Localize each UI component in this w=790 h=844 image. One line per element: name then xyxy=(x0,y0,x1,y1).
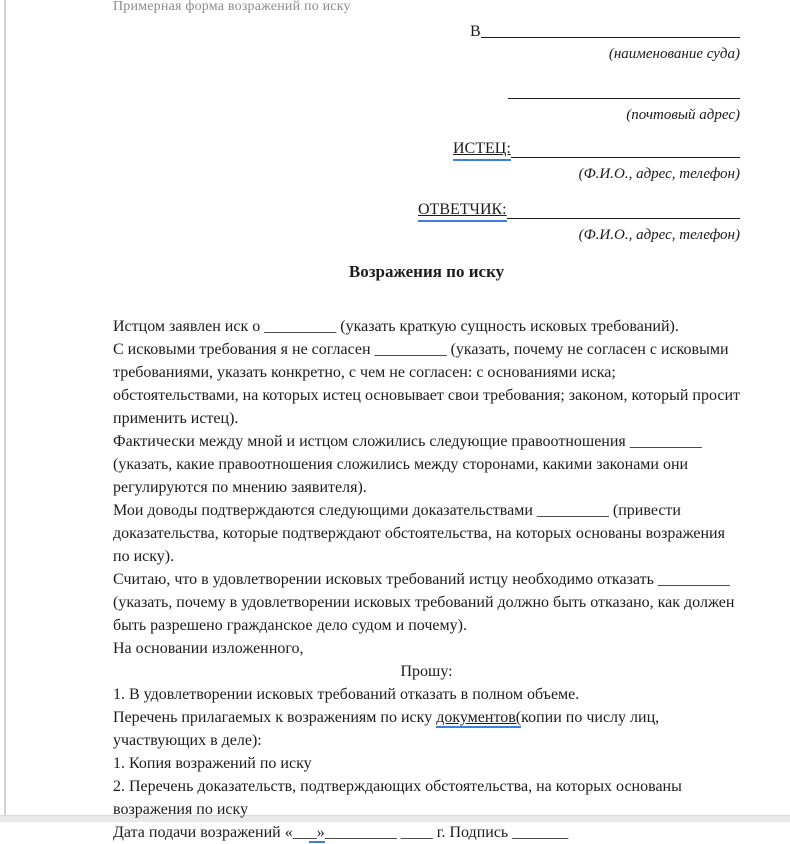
postal-address-blank-line xyxy=(508,98,740,99)
court-name-row xyxy=(470,19,740,41)
body-paragraph xyxy=(113,430,740,499)
defendant-label: ОТВЕТЧИК: xyxy=(418,200,507,222)
text-run: Мои доводы подтверждаются следующими доказательствами _________ (привести доказательства, которые подтверждают обстоятельства, на которых основаны возражения по иску). xyxy=(113,502,725,565)
text-run: _________ ____ г. Подпись _______ xyxy=(324,824,569,841)
postal-address-row xyxy=(508,80,740,102)
text-run: С исковыми требования я не согласен _________ (указать, почему не согласен с исковыми требованиями, указать конкретно, с чем не согласен: с основаниями иска; обстоятельствами, на которых истец основывает свои требования; законом, который просит применить истец). xyxy=(113,341,740,427)
defendant-caption: (Ф.И.О., адрес, телефон) xyxy=(578,227,740,243)
body-paragraph xyxy=(113,568,740,637)
body-paragraph xyxy=(113,683,740,706)
text-run: Дата подачи возражений «__ xyxy=(113,824,309,841)
court-prefix-label: В xyxy=(470,23,481,40)
body-paragraph xyxy=(113,499,740,568)
plaintiff-blank-line xyxy=(511,157,740,158)
court-header-block xyxy=(400,19,740,246)
court-name-blank-line xyxy=(481,37,740,38)
text-run: Перечень прилагаемых к возражениям по иску xyxy=(113,709,437,726)
underlined-text-run: документов( xyxy=(436,709,522,726)
body-paragraph xyxy=(113,338,740,430)
body-paragraph xyxy=(113,315,740,338)
court-name-caption: (наименование суда) xyxy=(608,46,740,62)
underlined-text-run: _» xyxy=(308,824,325,841)
defendant-blank-line xyxy=(507,218,740,219)
form-caption: Примерная форма возражений по иску xyxy=(113,0,351,14)
plaintiff-label: ИСТЕЦ: xyxy=(453,139,511,161)
body-paragraph xyxy=(113,706,740,752)
body-paragraph xyxy=(113,752,740,775)
body-paragraph xyxy=(113,660,740,683)
text-run: Фактически между мной и истцом сложились следующие правоотношения _________ (указать, какие правоотношения сложились между сторонами, какими законами они регулируются по мнению заявителя). xyxy=(113,433,702,496)
text-run: 2. Перечень доказательств, подтверждающих обстоятельства, на которых основаны возражения по иску xyxy=(113,778,682,818)
text-run: копии по числу лиц, участвующих в деле): xyxy=(113,709,660,749)
plaintiff-caption: (Ф.И.О., адрес, телефон) xyxy=(578,166,740,182)
text-run: Считаю, что в удовлетворении исковых требований истцу необходимо отказать _________ (указать, почему в удовлетворении исковых требований должно быть отказано, как должен быть разрешено гражданское дело судом и почему). xyxy=(113,571,735,634)
body-paragraph xyxy=(113,775,740,821)
text-run: 1. В удовлетворении исковых требований отказать в полном объеме. xyxy=(113,686,580,703)
document-title: Возражения по иску xyxy=(348,262,505,281)
text-run: 1. Копия возражений по иску xyxy=(113,755,312,772)
body-paragraph xyxy=(113,821,740,844)
body-paragraph xyxy=(113,637,740,660)
text-run: Истцом заявлен иск о _________ (указать краткую сущность исковых требований). xyxy=(113,318,679,335)
text-run: Прошу: xyxy=(400,663,453,680)
plaintiff-row xyxy=(453,139,740,161)
body-paragraphs xyxy=(113,315,740,844)
text-run: На основании изложенного, xyxy=(113,640,304,657)
defendant-row xyxy=(418,200,740,222)
postal-address-caption: (почтовый адрес) xyxy=(626,107,740,123)
